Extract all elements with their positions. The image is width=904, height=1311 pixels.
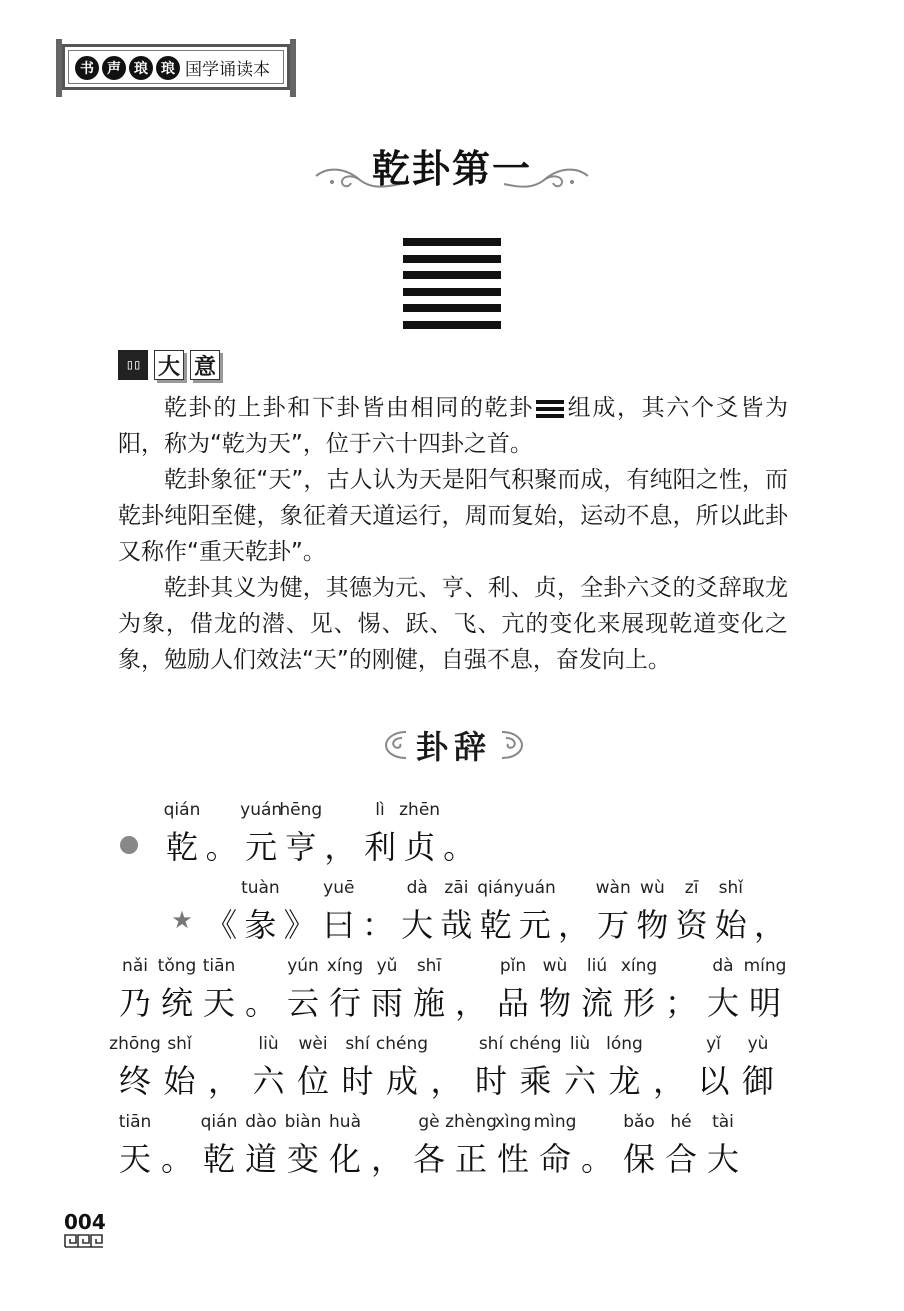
chapter-title-block xyxy=(304,132,600,202)
text-line xyxy=(0,800,904,880)
pinyin: xíng xyxy=(620,956,658,976)
hanzi: 时 xyxy=(341,1062,374,1100)
hexagram-line xyxy=(403,271,501,279)
hanzi: 保 xyxy=(622,1140,655,1178)
hanzi: 资 xyxy=(675,906,708,944)
pinyin: nǎi xyxy=(122,956,148,976)
hanzi: 贞 xyxy=(403,828,436,866)
pinyin: dào xyxy=(245,1112,277,1132)
page-number: 004 xyxy=(64,1210,106,1234)
banner-seal-4: 琅 xyxy=(156,56,180,80)
pinyin: tuàn xyxy=(241,878,280,898)
pinyin: yǔ xyxy=(376,956,398,976)
hanzi: 物 xyxy=(538,984,571,1022)
pinyin: hé xyxy=(670,1112,692,1132)
hanzi: 雨 xyxy=(370,984,403,1022)
summary-label-char-2: 意 xyxy=(190,350,220,380)
pinyin: wèi xyxy=(298,1034,328,1054)
series-banner xyxy=(62,44,290,90)
hanzi: 天 xyxy=(202,984,235,1022)
hanzi: 化 xyxy=(328,1140,361,1178)
hanzi: ， xyxy=(652,1062,685,1100)
hanzi: 始 xyxy=(163,1062,196,1100)
guaci-section-heading xyxy=(380,722,528,768)
hexagram-line xyxy=(403,288,501,296)
hanzi: 成 xyxy=(385,1062,418,1100)
hanzi: 彖 xyxy=(244,906,277,944)
summary-body xyxy=(118,390,788,678)
hanzi: 流 xyxy=(580,984,613,1022)
pinyin: gè xyxy=(418,1112,440,1132)
banner-seal-1: 书 xyxy=(75,56,99,80)
summary-paragraph-1-start: 乾卦的上卦和下卦皆由相同的乾卦 xyxy=(164,395,534,421)
pinyin: biàn xyxy=(284,1112,322,1132)
hexagram-line xyxy=(403,238,501,246)
pinyin: tiān xyxy=(118,1112,152,1132)
pinyin: tiān xyxy=(202,956,236,976)
hanzi: 大 xyxy=(706,984,739,1022)
pinyin: dà xyxy=(406,878,428,898)
pinyin: yù xyxy=(747,1034,769,1054)
pinyin: tǒng xyxy=(157,956,197,976)
pinyin: zī xyxy=(684,878,699,898)
hanzi: 道 xyxy=(244,1140,277,1178)
hanzi: 时 xyxy=(474,1062,507,1100)
series-name: 国学诵读本 xyxy=(185,60,270,80)
pinyin: xìng xyxy=(494,1112,532,1132)
pinyin: liù xyxy=(569,1034,591,1054)
banner-end-left xyxy=(56,39,62,97)
hanzi: ， xyxy=(753,906,786,944)
pinyin: dà xyxy=(712,956,734,976)
hanzi: 六 xyxy=(563,1062,596,1100)
pinyin: shí xyxy=(345,1034,370,1054)
pinyin: shǐ xyxy=(167,1034,192,1054)
text-line xyxy=(0,1034,904,1114)
hanzi: ， xyxy=(324,828,357,866)
pinyin: hēng xyxy=(279,800,323,820)
hanzi: 品 xyxy=(496,984,529,1022)
hanzi: 乾 xyxy=(479,906,512,944)
hanzi: 曰 xyxy=(322,906,355,944)
hanzi: ； xyxy=(664,984,697,1022)
hanzi: ， xyxy=(430,1062,463,1100)
qian-trigram-icon xyxy=(536,397,564,421)
hanzi: 正 xyxy=(454,1140,487,1178)
hanzi: 统 xyxy=(160,984,193,1022)
hanzi: 利 xyxy=(363,828,396,866)
guaci-title: 卦辞 xyxy=(415,728,492,766)
hanzi: 大 xyxy=(706,1140,739,1178)
hanzi: 性 xyxy=(496,1140,529,1178)
pinyin: xíng xyxy=(326,956,364,976)
hanzi: 乾 xyxy=(165,828,198,866)
hanzi: ★ xyxy=(171,906,193,934)
hanzi: 》 xyxy=(283,906,316,944)
hexagram-line xyxy=(403,255,501,263)
pinyin: yǐ xyxy=(706,1034,721,1054)
banner-seal-3: 琅 xyxy=(129,56,153,80)
hanzi: ， xyxy=(454,984,487,1022)
chapter-title: 乾卦第一 xyxy=(371,146,532,191)
hanzi: 。 xyxy=(244,984,277,1022)
hanzi: 合 xyxy=(664,1140,697,1178)
pinyin: yún xyxy=(287,956,319,976)
hanzi: 万 xyxy=(597,906,630,944)
pinyin: shǐ xyxy=(718,878,743,898)
pinyin: wàn xyxy=(595,878,631,898)
pinyin: mìng xyxy=(533,1112,577,1132)
pinyin: qián xyxy=(200,1112,238,1132)
pinyin: shí xyxy=(478,1034,504,1054)
fret-pattern-icon xyxy=(64,1234,104,1248)
pinyin: míng xyxy=(743,956,787,976)
hanzi: 大 xyxy=(401,906,434,944)
pinyin: tài xyxy=(712,1112,734,1132)
hanzi: 明 xyxy=(748,984,781,1022)
hanzi: 位 xyxy=(296,1062,329,1100)
hanzi: 乘 xyxy=(519,1062,552,1100)
summary-paragraph-3: 乾卦其义为健，其德为元、亨、利、贞，全卦六爻的爻辞取龙为象，借龙的潜、见、惕、跃、飞、亢的变化来展现乾道变化之象，勉励人们效法“天”的刚健，自强不息，奋发向上。 xyxy=(118,575,788,673)
pinyin: yuán xyxy=(513,878,556,898)
hanzi: 。 xyxy=(160,1140,193,1178)
summary-section-label xyxy=(118,350,220,380)
pinyin: zhōng xyxy=(109,1034,161,1054)
text-line xyxy=(0,956,904,1036)
hanzi: 御 xyxy=(741,1062,774,1100)
hanzi: ， xyxy=(557,906,590,944)
hexagram-line xyxy=(403,321,501,329)
hanzi: ： xyxy=(361,906,394,944)
text-line xyxy=(0,878,904,958)
pinyin: zāi xyxy=(444,878,469,898)
pinyin: wù xyxy=(640,878,665,898)
hanzi: 龙 xyxy=(608,1062,641,1100)
pinyin: lóng xyxy=(606,1034,643,1054)
hanzi: 始 xyxy=(714,906,747,944)
hanzi: 元 xyxy=(518,906,551,944)
hanzi: 。 xyxy=(443,828,476,866)
hanzi: 施 xyxy=(412,984,445,1022)
hanzi: ， xyxy=(207,1062,240,1100)
hanzi: 各 xyxy=(412,1140,445,1178)
pinyin: huà xyxy=(329,1112,361,1132)
pinyin: bǎo xyxy=(623,1112,655,1132)
hanzi: 形 xyxy=(622,984,655,1022)
qian-hexagram-icon xyxy=(403,238,501,337)
pinyin: yuán xyxy=(240,800,283,820)
pinyin: liù xyxy=(258,1034,279,1054)
pinyin: lì xyxy=(375,800,385,820)
hanzi: 《 xyxy=(205,906,238,944)
hanzi: 终 xyxy=(118,1062,151,1100)
hanzi: 命 xyxy=(538,1140,571,1178)
pinyin: qián xyxy=(477,878,514,898)
text-line xyxy=(0,1112,904,1192)
hanzi: 乾 xyxy=(202,1140,235,1178)
banner-content xyxy=(75,55,270,80)
banner-end-right xyxy=(290,39,296,97)
summary-paragraph-1-end: 组成，其六个爻皆为阳，称为“乾为天”，位于六十四卦之首。 xyxy=(118,395,789,457)
hanzi: 。 xyxy=(205,828,238,866)
right-cloud-ornament-icon xyxy=(500,728,526,762)
pinyin: chéng xyxy=(375,1034,429,1054)
hanzi: 亨 xyxy=(284,828,317,866)
hanzi: 物 xyxy=(636,906,669,944)
left-cloud-ornament-icon xyxy=(382,728,408,762)
hanzi: 。 xyxy=(580,1140,613,1178)
hanzi: 变 xyxy=(286,1140,319,1178)
hanzi: 以 xyxy=(697,1062,730,1100)
hanzi: 元 xyxy=(245,828,278,866)
banner-seal-2: 声 xyxy=(102,56,126,80)
hanzi: 云 xyxy=(286,984,319,1022)
section-pattern-icon: ▯▯ xyxy=(118,350,148,380)
pinyin: qián xyxy=(163,800,201,820)
pinyin: zhēn xyxy=(399,800,441,820)
hanzi: ， xyxy=(370,1140,403,1178)
pinyin: wù xyxy=(542,956,568,976)
pinyin: chéng xyxy=(509,1034,562,1054)
summary-paragraph-1 xyxy=(118,390,788,462)
hanzi: 六 xyxy=(252,1062,285,1100)
pinyin: zhèng xyxy=(445,1112,497,1132)
hanzi: 哉 xyxy=(440,906,473,944)
pinyin: yuē xyxy=(323,878,355,898)
summary-paragraph-2: 乾卦象征“天”，古人认为天是阳气积聚而成，有纯阳之性，而乾卦纯阳至健，象征着天道运行，周而复始，运动不息，所以此卦又称作“重天乾卦”。 xyxy=(118,467,788,565)
pinyin: liú xyxy=(586,956,608,976)
hexagram-line xyxy=(403,304,501,312)
pinyin: shī xyxy=(416,956,442,976)
hanzi: 行 xyxy=(328,984,361,1022)
hanzi: 乃 xyxy=(118,984,151,1022)
pinyin: pǐn xyxy=(499,956,527,976)
summary-label-char-1: 大 xyxy=(154,350,184,380)
hanzi: 天 xyxy=(118,1140,151,1178)
